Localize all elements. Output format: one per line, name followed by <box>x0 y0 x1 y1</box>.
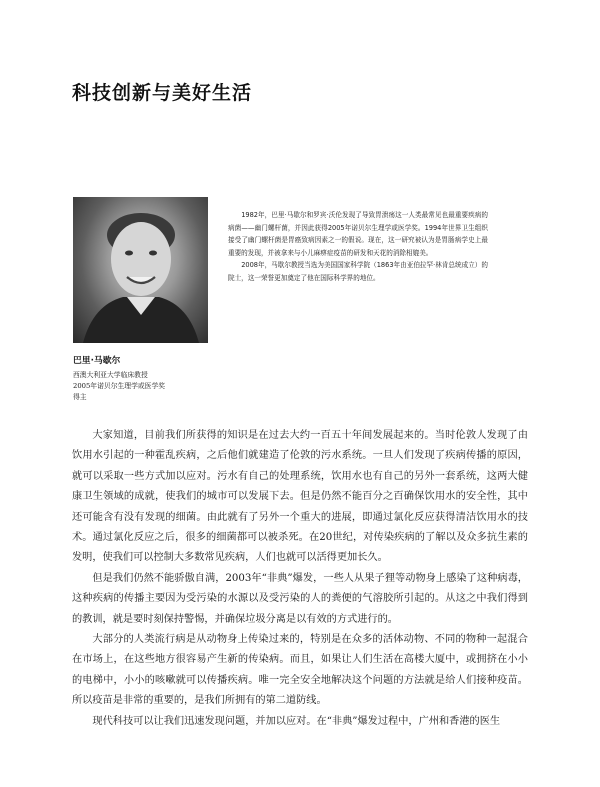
face-shape <box>111 222 171 296</box>
portrait-illustration <box>73 197 208 343</box>
person-affiliation-line: 得主 <box>73 393 87 401</box>
photo-caption <box>228 209 488 285</box>
body-paragraph: 大部分的人类流行病是从动物身上传染过来的，特别是在众多的活体动物、不同的物种一起混合在市场上，在这些地方很容易产生新的传染病。而且，如果让人们生活在高楼大厦中，或拥挤在小小的电梯中，小小的咳嗽就可以传播疾病。唯一完全安全地解决这个问题的方法就是给人们接种疫苗。所以疫苗是非常的重要的，是我们所拥有的第二道防线。 <box>72 634 528 707</box>
eye-right <box>149 251 157 256</box>
caption-paragraph: 2008年，马歇尔教授当选为美国国家科学院（1863年由亚伯拉罕·林肯总统成立）的院士，这一荣誉更加奠定了他在国际科学界的地位。 <box>228 261 488 282</box>
person-name: 巴里·马歇尔 <box>73 356 121 366</box>
person-affiliation-line: 西澳大利亚大学临床教授 <box>73 371 148 379</box>
eye-left <box>125 251 133 256</box>
person-affiliation <box>73 370 243 403</box>
body-paragraph: 大家知道，目前我们所获得的知识是在过去大约一百五十年间发展起来的。当时伦敦人发现了由饮用水引起的一种霍乱疾病，之后他们就建造了伦敦的污水系统。一旦人们发现了疾病传播的原因，就可以采取一些方式加以应对。污水有自己的处理系统，饮用水也有自己的另外一套系统，这两大健康卫生领域的成就，使我们的城市可以发展下去。但是仍然不能百分之百确保饮用水的安全性，其中还可能含有没有发现的细菌。由此就有了另外一个重大的进展，即通过氯化反应获得清洁饮用水的技术。通过氯化反应之后，很多的细菌都可以被杀死。在20世纪，对传染疾病的了解以及众多抗生素的发明，使我们可以控制大多数常见疾病，人们也就可以活得更加长久。 <box>72 430 528 564</box>
person-affiliation-line: 2005年诺贝尔生理学或医学奖 <box>73 382 166 390</box>
article-body <box>72 426 528 732</box>
portrait-photo <box>73 197 208 343</box>
page-title: 科技创新与美好生活 <box>72 82 253 104</box>
body-paragraph: 现代科技可以让我们迅速发现问题，并加以应对。在“非典”爆发过程中，广州和香港的医生 <box>92 715 501 727</box>
body-paragraph: 但是我们仍然不能骄傲自满，2003年“非典”爆发，一些人从果子狸等动物身上感染了这种病毒，这种疾病的传播主要因为受污染的水源以及受污染的人的粪便的气溶胶所引起的。从这之中我们得到的教训，就是要时刻保持警惕，并确保垃圾分离是以有效的方式进行的。 <box>72 572 528 625</box>
caption-paragraph: 1982年，巴里·马歇尔和罗宾·沃伦发现了导致胃溃疡这一人类最常见也最重要疾病的病菌——幽门螺杆菌，并因此获得2005年诺贝尔生理学或医学奖。1994年世界卫生组织接受了幽门螺杆菌是胃癌致病因素之一的假说。现在，这一研究被认为是胃肠病学史上最重要的发现，并被拿来与小儿麻痹症疫苗的研发和天花的消除相媲美。 <box>228 211 488 257</box>
